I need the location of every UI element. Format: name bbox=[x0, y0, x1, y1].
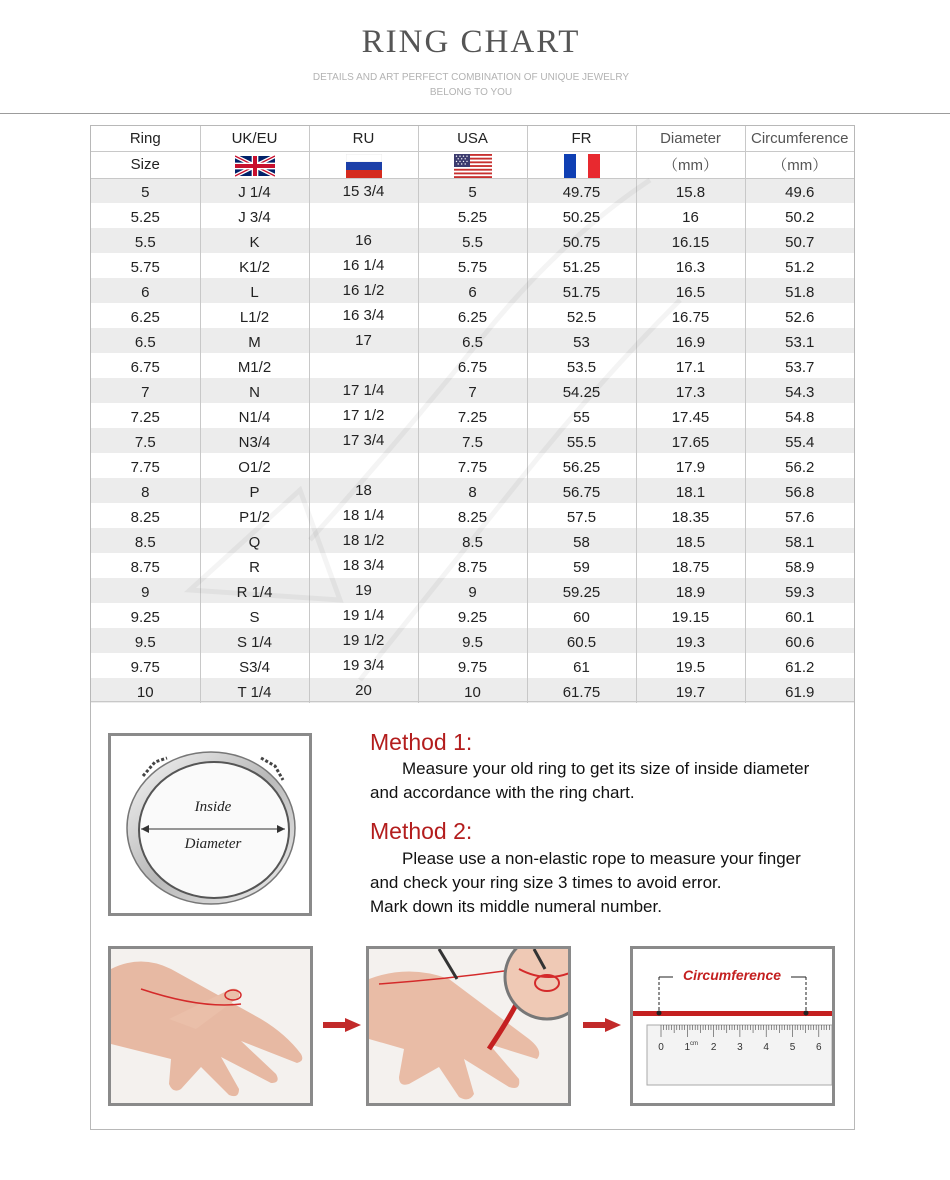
cell-usa: 8 bbox=[418, 478, 527, 503]
cell-uk-eu: R 1/4 bbox=[200, 578, 309, 603]
cell-usa: 7.25 bbox=[418, 403, 527, 428]
cell-circumference: 50.2 bbox=[745, 203, 854, 228]
cell-uk-eu: S 1/4 bbox=[200, 628, 309, 653]
cell-ru: 16 bbox=[309, 228, 418, 253]
cell-fr: 50.25 bbox=[527, 203, 636, 228]
table-row bbox=[91, 578, 854, 603]
col-header-ru: RU bbox=[309, 126, 418, 151]
cell-usa: 9 bbox=[418, 578, 527, 603]
cell-usa: 7.5 bbox=[418, 428, 527, 453]
cell-usa: 9.75 bbox=[418, 653, 527, 678]
col-header-circumference: Circumference bbox=[745, 126, 854, 151]
cell-uk-eu: S bbox=[200, 603, 309, 628]
cell-fr: 61.75 bbox=[527, 678, 636, 703]
cell-usa: 8.75 bbox=[418, 553, 527, 578]
col-header-uk-eu: UK/EU bbox=[200, 126, 309, 151]
cell-fr: 59.25 bbox=[527, 578, 636, 603]
subtitle-line-1: DETAILS AND ART PERFECT COMBINATION OF UNIQUE JEWELRY bbox=[312, 72, 630, 83]
cell-fr: 57.5 bbox=[527, 503, 636, 528]
table-bottom-divider bbox=[91, 701, 854, 702]
cell-ru: 15 3/4 bbox=[309, 178, 418, 203]
cell-circumference: 58.1 bbox=[745, 528, 854, 553]
cell-diameter: 16.3 bbox=[636, 253, 745, 278]
cell-diameter: 15.8 bbox=[636, 178, 745, 203]
cell-uk-eu: R bbox=[200, 553, 309, 578]
method-2-text bbox=[370, 847, 850, 919]
method-1-text bbox=[370, 757, 850, 805]
table-row bbox=[91, 253, 854, 278]
cell-usa: 5.25 bbox=[418, 203, 527, 228]
cell-ring-size: 9.5 bbox=[134, 634, 156, 651]
russia-flag-icon bbox=[346, 154, 382, 178]
table-row bbox=[91, 328, 854, 353]
cell-ring-size: 7.25 bbox=[130, 409, 160, 426]
usa-flag-icon bbox=[454, 154, 492, 178]
table-row bbox=[91, 603, 854, 628]
cell-ru: 16 3/4 bbox=[309, 303, 418, 328]
cell-ru bbox=[309, 453, 418, 478]
cell-ru: 18 1/2 bbox=[309, 528, 418, 553]
cell-usa: 6.25 bbox=[418, 303, 527, 328]
cell-usa: 5.75 bbox=[418, 253, 527, 278]
cell-uk-eu: L bbox=[200, 278, 309, 303]
ring-illustration bbox=[108, 733, 312, 916]
cell-uk-eu: S3/4 bbox=[200, 653, 309, 678]
cell-circumference: 52.6 bbox=[745, 303, 854, 328]
page-subtitle bbox=[0, 70, 942, 100]
cell-circumference: 51.8 bbox=[745, 278, 854, 303]
cell-circumference: 60.1 bbox=[745, 603, 854, 628]
table-subheader-row bbox=[91, 151, 854, 178]
cell-fr: 53.5 bbox=[527, 353, 636, 378]
cell-ru: 18 bbox=[309, 478, 418, 503]
subtitle-line-2: BELONG TO YOU bbox=[429, 87, 513, 98]
cell-uk-eu: M bbox=[200, 328, 309, 353]
cell-usa: 6.75 bbox=[418, 353, 527, 378]
table-row bbox=[91, 678, 854, 703]
ruler-number: 5 bbox=[789, 1042, 796, 1053]
cell-ring-size: 9.25 bbox=[130, 609, 160, 626]
cell-ru: 17 bbox=[309, 328, 418, 353]
ring-label-inside: Inside bbox=[194, 799, 232, 815]
page-title: RING CHART bbox=[361, 24, 581, 60]
cell-uk-eu: M1/2 bbox=[200, 353, 309, 378]
method-2-line-1: Please use a non-elastic rope to measure your finger bbox=[402, 849, 801, 868]
method-2-line-3: Mark down its middle numeral number. bbox=[370, 897, 662, 916]
hand-with-rope-photo bbox=[108, 946, 313, 1106]
cell-circumference: 57.6 bbox=[745, 503, 854, 528]
ruler-number: 6 bbox=[816, 1042, 822, 1053]
cell-usa: 8.5 bbox=[418, 528, 527, 553]
cell-fr: 53 bbox=[527, 328, 636, 353]
ruler-measurement-panel bbox=[630, 946, 835, 1106]
cell-diameter: 19.3 bbox=[636, 628, 745, 653]
table-row bbox=[91, 528, 854, 553]
table-row bbox=[91, 653, 854, 678]
cell-ring-size: 6.25 bbox=[130, 309, 160, 326]
cell-fr: 56.25 bbox=[527, 453, 636, 478]
col-header-fr: FR bbox=[527, 126, 636, 151]
table-row bbox=[91, 378, 854, 403]
cell-circumference: 49.6 bbox=[745, 178, 854, 203]
ruler-number: 1 bbox=[684, 1042, 691, 1053]
cell-ru bbox=[309, 203, 418, 228]
cell-diameter: 18.1 bbox=[636, 478, 745, 503]
cell-ru: 17 1/2 bbox=[309, 403, 418, 428]
cell-fr: 49.75 bbox=[527, 178, 636, 203]
cell-diameter: 16 bbox=[636, 203, 745, 228]
method-2-line-2: and check your ring size 3 times to avoid error. bbox=[370, 873, 722, 892]
arrow-right-icon bbox=[323, 1018, 361, 1032]
col-subheader-diameter-unit: （mm） bbox=[636, 151, 745, 178]
method-2-title: Method 2: bbox=[370, 818, 473, 844]
cell-diameter: 18.9 bbox=[636, 578, 745, 603]
cell-fr: 52.5 bbox=[527, 303, 636, 328]
cell-usa: 6.5 bbox=[418, 328, 527, 353]
cell-circumference: 56.8 bbox=[745, 478, 854, 503]
cell-ru: 20 bbox=[309, 678, 418, 703]
ring-size-table bbox=[91, 126, 854, 703]
cell-usa: 5 bbox=[418, 178, 527, 203]
cell-uk-eu: N1/4 bbox=[200, 403, 309, 428]
ruler-number: 0 bbox=[658, 1042, 664, 1053]
cell-ru: 19 1/4 bbox=[309, 603, 418, 628]
measuring-finger-photo bbox=[366, 946, 571, 1106]
cell-ring-size: 7.75 bbox=[130, 459, 160, 476]
cell-uk-eu: J 1/4 bbox=[200, 178, 309, 203]
method-1-line-1: Measure your old ring to get its size of inside diameter bbox=[402, 759, 810, 778]
cell-diameter: 19.7 bbox=[636, 678, 745, 703]
cell-circumference: 55.4 bbox=[745, 428, 854, 453]
cell-ru: 18 1/4 bbox=[309, 503, 418, 528]
cell-circumference: 51.2 bbox=[745, 253, 854, 278]
cell-circumference: 53.1 bbox=[745, 328, 854, 353]
cell-circumference: 59.3 bbox=[745, 578, 854, 603]
cell-uk-eu: K1/2 bbox=[200, 253, 309, 278]
cell-ring-size: 5.25 bbox=[130, 209, 160, 226]
cell-fr: 58 bbox=[527, 528, 636, 553]
cell-circumference: 61.9 bbox=[745, 678, 854, 703]
cell-diameter: 17.1 bbox=[636, 353, 745, 378]
cell-usa: 9.25 bbox=[418, 603, 527, 628]
ruler-cm-unit: cm bbox=[690, 1041, 698, 1047]
ruler-number: 2 bbox=[710, 1042, 717, 1053]
cell-diameter: 17.65 bbox=[636, 428, 745, 453]
cell-ring-size: 9.75 bbox=[130, 659, 160, 676]
cell-uk-eu: N3/4 bbox=[200, 428, 309, 453]
arrow-right-icon-2 bbox=[583, 1018, 621, 1032]
table-row bbox=[91, 353, 854, 378]
cell-ru: 16 1/4 bbox=[309, 253, 418, 278]
cell-diameter: 17.9 bbox=[636, 453, 745, 478]
cell-diameter: 18.75 bbox=[636, 553, 745, 578]
cell-fr: 51.75 bbox=[527, 278, 636, 303]
cell-fr: 60.5 bbox=[527, 628, 636, 653]
cell-circumference: 56.2 bbox=[745, 453, 854, 478]
cell-diameter: 19.15 bbox=[636, 603, 745, 628]
uk-flag-icon bbox=[235, 155, 275, 177]
cell-fr: 54.25 bbox=[527, 378, 636, 403]
method-1-title: Method 1: bbox=[370, 729, 473, 755]
cell-ring-size: 6.75 bbox=[130, 359, 160, 376]
col-header-usa: USA bbox=[418, 126, 527, 151]
ruler-body bbox=[647, 1025, 832, 1085]
cell-usa: 5.5 bbox=[418, 228, 527, 253]
cell-ring-size: 7 bbox=[141, 384, 150, 401]
cell-ring-size: 10 bbox=[136, 684, 154, 701]
cell-usa: 6 bbox=[418, 278, 527, 303]
col-subheader-circumference-unit: （mm） bbox=[745, 151, 854, 178]
cell-fr: 51.25 bbox=[527, 253, 636, 278]
cell-ru: 17 3/4 bbox=[309, 428, 418, 453]
cell-ring-size: 8.25 bbox=[130, 509, 160, 526]
cell-diameter: 16.5 bbox=[636, 278, 745, 303]
cell-ring-size: 8.75 bbox=[130, 559, 160, 576]
cell-uk-eu: T 1/4 bbox=[200, 678, 309, 703]
finger-marking-icon bbox=[369, 949, 568, 1103]
table-row bbox=[91, 628, 854, 653]
cell-fr: 50.75 bbox=[527, 228, 636, 253]
cell-uk-eu: P1/2 bbox=[200, 503, 309, 528]
cell-usa: 7 bbox=[418, 378, 527, 403]
circumference-label: Circumference bbox=[682, 967, 782, 983]
cell-uk-eu: Q bbox=[200, 528, 309, 553]
table-row bbox=[91, 553, 854, 578]
cell-fr: 59 bbox=[527, 553, 636, 578]
cell-usa: 10 bbox=[418, 678, 527, 703]
cell-uk-eu: L1/2 bbox=[200, 303, 309, 328]
cell-uk-eu: P bbox=[200, 478, 309, 503]
ring-label-diameter: Diameter bbox=[184, 836, 242, 852]
table-row bbox=[91, 178, 854, 203]
table-row bbox=[91, 478, 854, 503]
cell-ru: 19 3/4 bbox=[309, 653, 418, 678]
cell-diameter: 16.15 bbox=[636, 228, 745, 253]
cell-diameter: 16.75 bbox=[636, 303, 745, 328]
hand-icon bbox=[111, 949, 310, 1103]
ruler-number: 3 bbox=[737, 1042, 743, 1053]
cell-diameter: 18.35 bbox=[636, 503, 745, 528]
cell-circumference: 58.9 bbox=[745, 553, 854, 578]
cell-uk-eu: O1/2 bbox=[200, 453, 309, 478]
cell-ring-size: 5.75 bbox=[130, 259, 160, 276]
cell-fr: 55 bbox=[527, 403, 636, 428]
cell-diameter: 17.45 bbox=[636, 403, 745, 428]
cell-diameter: 16.9 bbox=[636, 328, 745, 353]
cell-ru: 19 1/2 bbox=[309, 628, 418, 653]
cell-ring-size: 9 bbox=[141, 584, 150, 601]
method-1-line-2: and accordance with the ring chart. bbox=[370, 783, 635, 802]
cell-ring-size: 6 bbox=[141, 284, 150, 301]
col-subheader-size: Size bbox=[91, 151, 200, 178]
cell-ring-size: 6.5 bbox=[134, 334, 156, 351]
cell-circumference: 54.8 bbox=[745, 403, 854, 428]
france-flag-icon bbox=[564, 154, 600, 178]
table-row bbox=[91, 228, 854, 253]
cell-ring-size: 7.5 bbox=[134, 434, 156, 451]
cell-fr: 60 bbox=[527, 603, 636, 628]
cell-ru: 18 3/4 bbox=[309, 553, 418, 578]
cell-ring-size: 5 bbox=[141, 184, 150, 201]
col-header-ring: Ring bbox=[91, 126, 200, 151]
col-header-diameter: Diameter bbox=[636, 126, 745, 151]
cell-ring-size: 8 bbox=[141, 484, 150, 501]
table-row bbox=[91, 453, 854, 478]
ring-icon bbox=[111, 736, 309, 913]
cell-fr: 56.75 bbox=[527, 478, 636, 503]
cell-circumference: 50.7 bbox=[745, 228, 854, 253]
cell-ru: 16 1/2 bbox=[309, 278, 418, 303]
cell-circumference: 61.2 bbox=[745, 653, 854, 678]
cell-ring-size: 5.5 bbox=[134, 234, 156, 251]
ruler-number: 4 bbox=[763, 1042, 769, 1053]
cell-diameter: 17.3 bbox=[636, 378, 745, 403]
cell-usa: 7.75 bbox=[418, 453, 527, 478]
table-row bbox=[91, 303, 854, 328]
cell-diameter: 18.5 bbox=[636, 528, 745, 553]
table-header-row bbox=[91, 126, 854, 151]
table-body bbox=[91, 178, 854, 703]
header-divider bbox=[0, 113, 950, 114]
cell-diameter: 19.5 bbox=[636, 653, 745, 678]
table-row bbox=[91, 278, 854, 303]
cell-circumference: 60.6 bbox=[745, 628, 854, 653]
cell-ru: 19 bbox=[309, 578, 418, 603]
cell-fr: 55.5 bbox=[527, 428, 636, 453]
cell-uk-eu: J 3/4 bbox=[200, 203, 309, 228]
cell-uk-eu: N bbox=[200, 378, 309, 403]
cell-ring-size: 8.5 bbox=[134, 534, 156, 551]
table-row bbox=[91, 503, 854, 528]
cell-ru: 17 1/4 bbox=[309, 378, 418, 403]
cell-fr: 61 bbox=[527, 653, 636, 678]
table-row bbox=[91, 203, 854, 228]
table-row bbox=[91, 428, 854, 453]
cell-circumference: 53.7 bbox=[745, 353, 854, 378]
cell-ru bbox=[309, 353, 418, 378]
cell-usa: 8.25 bbox=[418, 503, 527, 528]
cell-usa: 9.5 bbox=[418, 628, 527, 653]
table-row bbox=[91, 403, 854, 428]
cell-uk-eu: K bbox=[200, 228, 309, 253]
cell-circumference: 54.3 bbox=[745, 378, 854, 403]
